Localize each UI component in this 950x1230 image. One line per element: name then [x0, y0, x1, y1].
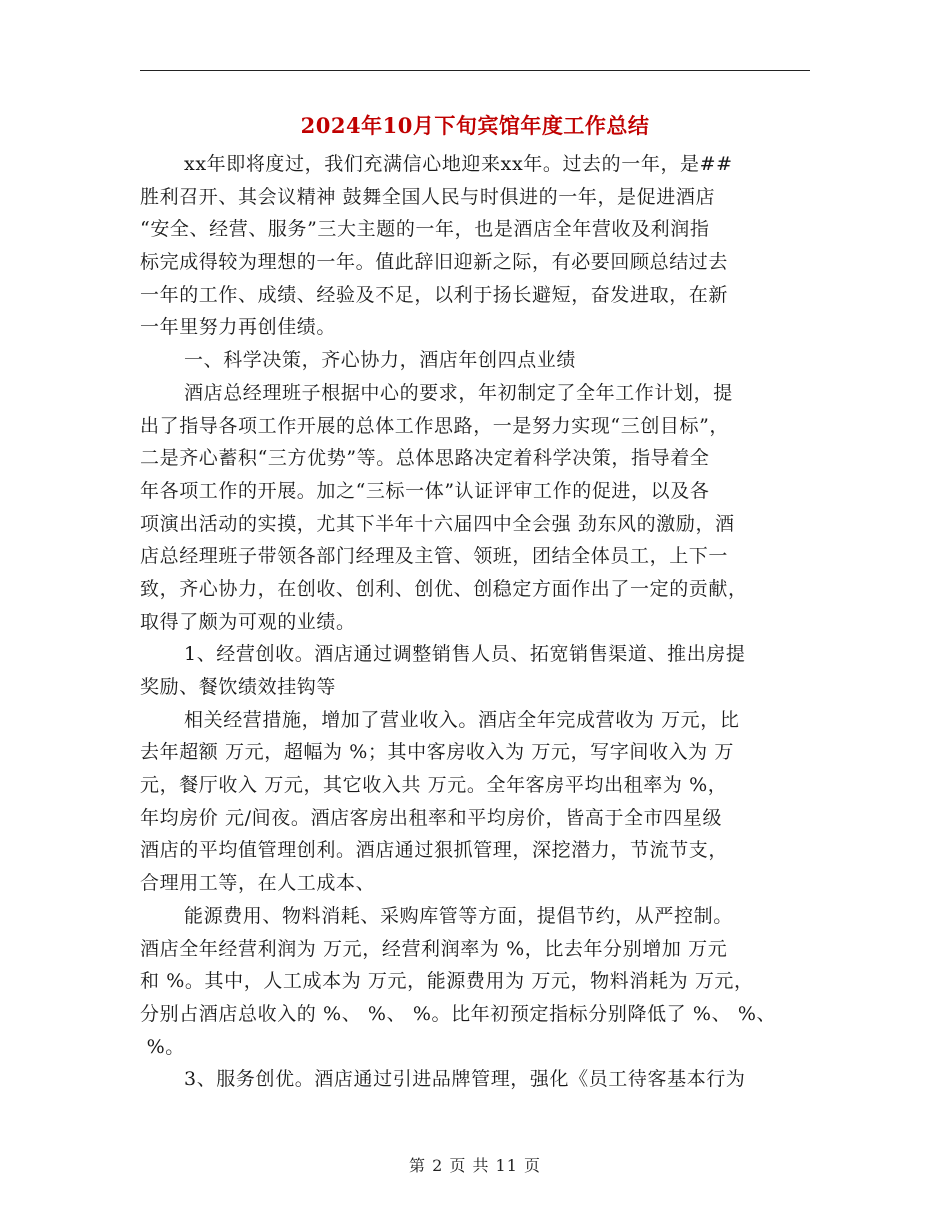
body-line: 分别占酒店总收入的 %、 %、 %。比年初预定指标分别降低了 %、 %、	[140, 1002, 777, 1025]
body-line: 致，齐心协力，在创收、创利、创优、创稳定方面作出了一定的贡献，	[140, 577, 748, 600]
body-line: 和 %。其中，人工成本为 万元，能源费用为 万元，物料消耗为 万元，	[140, 970, 754, 993]
body-line: 店总经理班子带领各部门经理及主管、领班，团结全体员工，上下一	[140, 545, 729, 568]
document-body	[140, 148, 812, 1096]
page-number: 第 2 页 共 11 页	[409, 1156, 541, 1175]
body-line: 1、经营创收。酒店通过调整销售人员、拓宽销售渠道、推出房提	[184, 643, 746, 666]
body-line: 相关经营措施，增加了营业收入。酒店全年完成营收为 万元，比	[184, 708, 740, 731]
body-line: 3、服务创优。酒店通过引进品牌管理，强化《员工待客基本行为	[184, 1068, 746, 1091]
body-line: 年各项工作的开展。加之“三标一体”认证评审工作的促进，以及各	[140, 479, 710, 502]
body-line: 奖励、餐饮绩效挂钩等	[140, 676, 337, 698]
body-line: 一年里努力再创佳绩。	[140, 316, 337, 339]
body-line: 元，餐厅收入 万元，其它收入共 万元。全年客房平均出租率为 %，	[140, 774, 728, 797]
body-line: “安全、经营、服务”三大主题的一年，也是酒店全年营收及利润指	[140, 218, 710, 241]
body-line: 一、科学决策，齐心协力，酒店年创四点业绩	[184, 349, 577, 372]
body-line: 合理用工等，在人工成本、	[140, 872, 376, 895]
body-line: 酒店总经理班子根据中心的要求，年初制定了全年工作计划，提	[184, 381, 733, 404]
body-line: 年均房价 元/间夜。酒店客房出租率和平均房价，皆高于全市四星级	[140, 806, 723, 829]
body-line: 胜利召开、其会议精神 鼓舞全国人民与时俱进的一年，是促进酒店	[140, 185, 716, 208]
body-line: 标完成得较为理想的一年。值此辞旧迎新之际，有必要回顾总结过去	[140, 251, 729, 274]
body-line: 项演出活动的实摸，尤其下半年十六届四中全会强 劲东风的激励，酒	[140, 512, 735, 535]
body-line: 取得了颇为可观的业绩。	[140, 610, 356, 633]
body-line: xx年即将度过，我们充满信心地迎来xx年。过去的一年，是##	[184, 153, 733, 175]
body-line: %。	[140, 1035, 185, 1058]
body-line: 一年的工作、成绩、经验及不足，以利于扬长避短，奋发进取，在新	[140, 283, 729, 306]
body-line: 出了指导各项工作开展的总体工作思路，一是努力实现“三创目标”，	[140, 414, 730, 437]
body-line: 二是齐心蓄积“三方优势”等。总体思路决定着科学决策，指导着全	[140, 447, 710, 470]
header-rule	[140, 70, 810, 71]
body-line: 去年超额 万元，超幅为 %；其中客房收入为 万元，写字间收入为 万	[140, 741, 735, 764]
document-title: 2024年10月下旬宾馆年度工作总结	[300, 113, 650, 138]
body-line: 能源费用、物料消耗、采购库管等方面，提倡节约，从严控制。	[184, 904, 733, 927]
body-line: 酒店全年经营利润为 万元，经营利润率为 %，比去年分别增加 万元	[140, 937, 728, 960]
body-line: 酒店的平均值管理创利。酒店通过狠抓管理，深挖潜力，节流节支，	[140, 839, 729, 862]
